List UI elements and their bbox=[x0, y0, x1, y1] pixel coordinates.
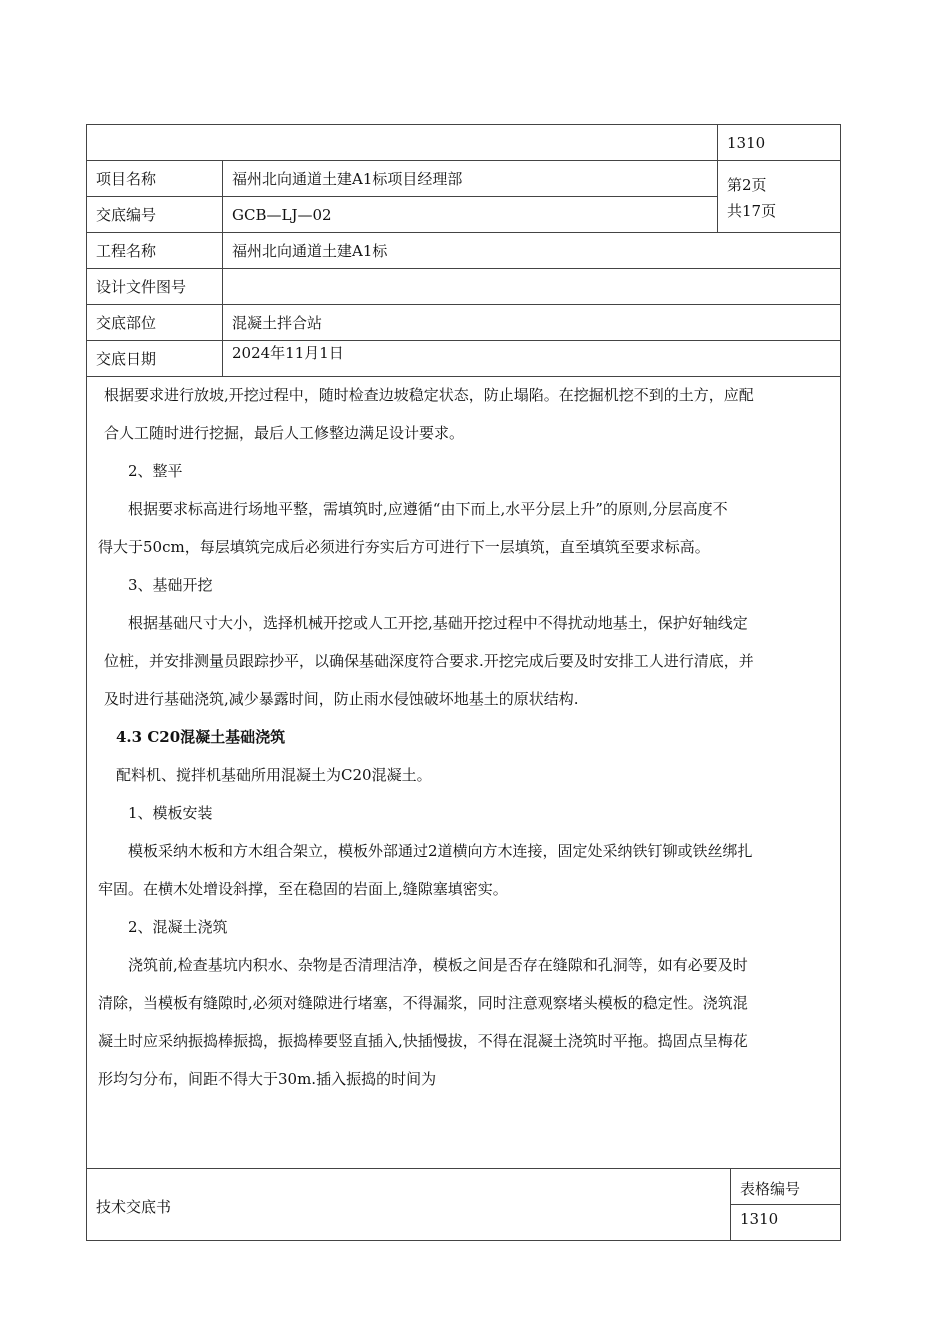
page-total: 共17页 bbox=[727, 202, 777, 220]
paragraph-line: 根据要求进行放坡,开挖过程中，随时检查边坡稳定状态，防止塌陷。在挖掘机挖不到的土方，应配 bbox=[104, 386, 754, 404]
footer-rule bbox=[730, 1204, 841, 1205]
value-disclosure-number: GCB—LJ—02 bbox=[232, 206, 332, 224]
page-current: 第2页 bbox=[727, 176, 767, 194]
paragraph-line: 凝土时应采纳振捣棒振捣，振捣棒要竖直插入,快插慢拔，不得在混凝土浇筑时平拖。捣固点呈梅花 bbox=[98, 1032, 748, 1050]
paragraph-line: 根据要求标高进行场地平整，需填筑时,应遵循“由下而上,水平分层上升”的原则,分层高度不 bbox=[128, 500, 728, 518]
value-disclosure-location: 混凝土拌合站 bbox=[232, 314, 323, 332]
label-disclosure-number: 交底编号 bbox=[96, 206, 157, 224]
header-rule bbox=[86, 196, 718, 197]
subheading: 3、基础开挖 bbox=[128, 576, 213, 594]
label-disclosure-location: 交底部位 bbox=[96, 314, 157, 332]
subheading: 1、模板安装 bbox=[128, 804, 213, 822]
header-rule bbox=[86, 232, 841, 233]
label-project-title: 工程名称 bbox=[96, 242, 157, 260]
top-code: 1310 bbox=[727, 134, 766, 152]
paragraph-line: 合人工随时进行挖掘，最后人工修整边满足设计要求。 bbox=[104, 424, 465, 442]
header-rule bbox=[86, 160, 841, 161]
footer-rule bbox=[86, 1168, 841, 1169]
subheading: 2、混凝土浇筑 bbox=[128, 918, 228, 936]
label-project-name: 项目名称 bbox=[96, 170, 157, 188]
value-disclosure-date: 2024年11月1日 bbox=[232, 344, 344, 362]
label-disclosure-date: 交底日期 bbox=[96, 350, 157, 368]
header-rule bbox=[86, 268, 841, 269]
document-type-title: 技术交底书 bbox=[96, 1198, 172, 1216]
header-rule bbox=[86, 304, 841, 305]
paragraph-line: 根据基础尺寸大小，选择机械开挖或人工开挖,基础开挖过程中不得扰动地基土，保护好轴线定 bbox=[128, 614, 748, 632]
form-number-label: 表格编号 bbox=[740, 1180, 801, 1198]
paragraph-line: 及时进行基础浇筑,减少暴露时间，防止雨水侵蚀破坏地基土的原状结构. bbox=[104, 690, 579, 708]
paragraph-line: 得大于50cm，每层填筑完成后必须进行夯实后方可进行下一层填筑，直至填筑至要求标高。 bbox=[98, 538, 710, 556]
label-drawing-number: 设计文件图号 bbox=[96, 278, 187, 296]
subheading: 2、整平 bbox=[128, 462, 183, 480]
value-project-name: 福州北向通道土建A1标项目经理部 bbox=[232, 170, 463, 188]
paragraph-line: 位桩，并安排测量员跟踪抄平，以确保基础深度符合要求.开挖完成后要及时安排工人进行清底，并 bbox=[104, 652, 754, 670]
paragraph-line: 浇筑前,检查基坑内积水、杂物是否清理洁净，模板之间是否存在缝隙和孔洞等，如有必要及时 bbox=[128, 956, 748, 974]
section-heading: 4.3 C20混凝土基础浇筑 bbox=[116, 728, 286, 746]
paragraph-line: 配料机、搅拌机基础所用混凝土为C20混凝土。 bbox=[116, 766, 432, 784]
paragraph-line: 清除，当模板有缝隙时,必须对缝隙进行堵塞，不得漏浆，同时注意观察堵头模板的稳定性。浇筑混 bbox=[98, 994, 748, 1012]
paragraph-line: 牢固。在横木处增设斜撑，至在稳固的岩面上,缝隙塞填密实。 bbox=[98, 880, 508, 898]
disclosure-body bbox=[98, 376, 833, 1098]
header-column-rule bbox=[717, 124, 718, 232]
paragraph-line: 模板采纳木板和方木组合架立，模板外部通过2道横向方木连接，固定处采纳铁钉铆或铁丝绑扎 bbox=[128, 842, 753, 860]
header-column-rule bbox=[222, 160, 223, 376]
paragraph-line: 形均匀分布，间距不得大于30m.插入振捣的时间为 bbox=[98, 1070, 437, 1088]
value-project-title: 福州北向通道土建A1标 bbox=[232, 242, 388, 260]
form-number-value: 1310 bbox=[740, 1210, 779, 1228]
header-rule bbox=[86, 340, 841, 341]
